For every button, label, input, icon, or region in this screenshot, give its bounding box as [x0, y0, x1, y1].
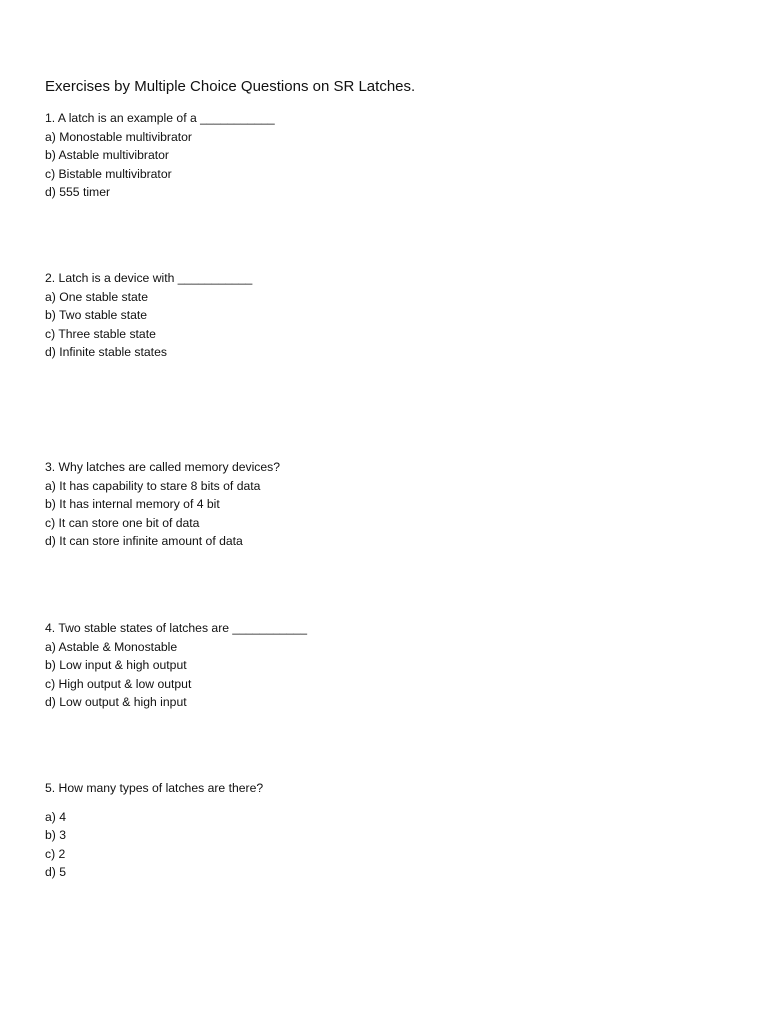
option-c: c) High output & low output: [45, 676, 192, 691]
page-title: Exercises by Multiple Choice Questions on SR Latches.: [45, 78, 416, 95]
question-text: 1. A latch is an example of a ___________: [45, 111, 275, 125]
answer-options: [45, 638, 307, 712]
question-5: [45, 779, 263, 882]
option-b: b) It has internal memory of 4 bit: [45, 497, 220, 512]
question-text: 2. Latch is a device with ___________: [45, 271, 253, 285]
answer-options: [45, 477, 280, 551]
question-text: 3. Why latches are called memory devices?: [45, 460, 281, 474]
option-a: a) Astable & Monostable: [45, 639, 178, 654]
option-c: c) Three stable state: [45, 326, 156, 341]
option-d: d) 555 timer: [45, 185, 111, 200]
answer-options: [45, 808, 263, 882]
option-d: d) Low output & high input: [45, 695, 187, 710]
option-b: b) 3: [45, 828, 67, 843]
question-1: [45, 109, 275, 202]
question-text: 5. How many types of latches are there?: [45, 781, 264, 795]
answer-options: [45, 288, 252, 362]
option-a: a) Monostable multivibrator: [45, 129, 192, 144]
option-c: c) Bistable multivibrator: [45, 166, 172, 181]
option-a: a) One stable state: [45, 289, 148, 304]
answer-options: [45, 128, 275, 202]
question-3: [45, 458, 280, 551]
option-d: d) 5: [45, 865, 67, 880]
option-c: c) 2: [45, 846, 66, 861]
option-b: b) Astable multivibrator: [45, 148, 169, 163]
option-a: a) 4: [45, 809, 67, 824]
question-2: [45, 269, 252, 362]
option-d: d) Infinite stable states: [45, 345, 167, 360]
question-text: 4. Two stable states of latches are ___________: [45, 621, 307, 635]
option-b: b) Low input & high output: [45, 658, 187, 673]
option-c: c) It can store one bit of data: [45, 515, 200, 530]
option-a: a) It has capability to stare 8 bits of data: [45, 478, 261, 493]
option-b: b) Two stable state: [45, 308, 148, 323]
option-d: d) It can store infinite amount of data: [45, 534, 243, 549]
question-4: [45, 619, 307, 712]
